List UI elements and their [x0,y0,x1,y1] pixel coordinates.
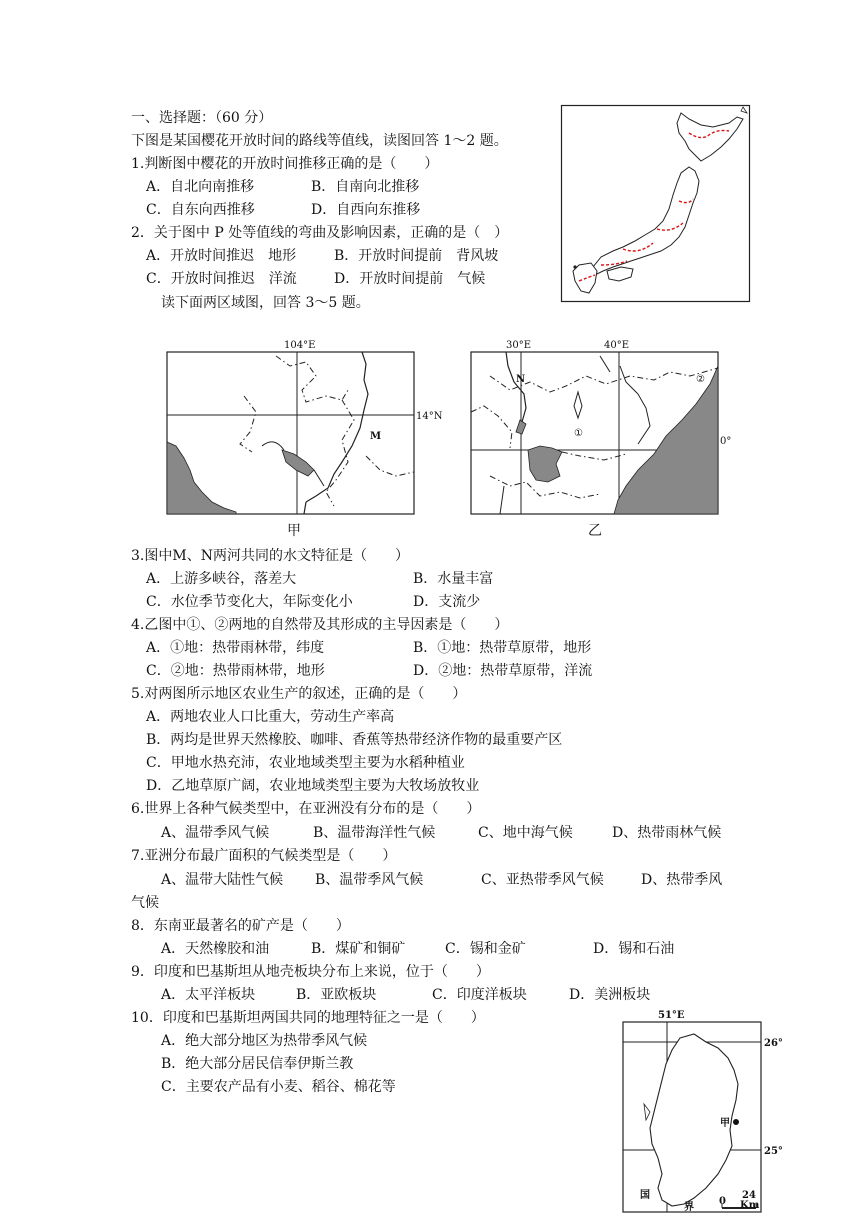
section-title: 一、选择题：（60 分） [131,110,273,126]
q10-option-b: B．绝大部分居民信奉伊斯兰教 [161,1056,354,1072]
map-jia [166,336,443,522]
q4-option-b: B．①地：热带草原带，地形 [413,640,592,656]
q6-option-a: A、温带季风气候 [161,825,270,841]
q9-option-d: D．美洲板块 [569,987,651,1003]
q8-option-d: D．锡和石油 [593,941,675,957]
q6-option-d: D、热带雨林气候 [612,825,722,841]
q6-option-c: C、地中海气候 [478,825,573,841]
qatar-border-label-2: 界 [684,1202,694,1213]
map-yi-river-label: N [516,374,526,385]
map-yi-point-2: ② [696,374,705,385]
q5-option-b: B．两均是世界天然橡胶、咖啡、香蕉等热带经济作物的最重要产区 [146,732,563,748]
q7-option-d: D、热带季风 [641,872,723,888]
qatar-lon-label: 51°E [658,1010,685,1021]
q6-option-b: B、温带海洋性气候 [313,825,436,841]
map-yi-lat-label: 0° [720,436,732,447]
q2-option-c: C．开放时间推迟 洋流 [146,271,297,287]
q4-option-c: C．②地：热带雨林带，地形 [146,663,325,679]
q5-option-d: D．乙地草原广阔，农业地域类型主要为大牧场放牧业 [146,778,480,794]
question-10-stem: 10．印度和巴基斯坦两国共同的地理特征之一是（ ） [131,1010,485,1026]
question-3-stem: 3.图中M、N两河共同的水文特征是（ ） [131,548,409,564]
qatar-lat1-label: 26° [764,1038,783,1049]
q5-option-c: C．甲地水热充沛，农业地域类型主要为水稻种植业 [146,755,465,771]
qatar-border-label-1: 国 [640,1190,650,1201]
qatar-point-label: 甲 [720,1118,730,1129]
qatar-scale-zero: 0 [719,1196,726,1207]
q7-option-b: B、温带季风气候 [315,872,424,888]
q7-option-c: C、亚热带季风气候 [481,872,604,888]
intro-text: 下图是某国樱花开放时间的路线等值线，读图回答 1～2 题。 [131,133,508,149]
q1-option-c: C．自东向西推移 [146,202,255,218]
qatar-scale-value: 24 [742,1190,756,1201]
q3-option-d: D．支流少 [413,594,481,610]
japan-sakura-map [561,105,751,303]
intro-text-2: 读下面两区域图，回答 3～5 题。 [161,295,370,311]
q3-option-a: A．上游多峡谷，落差大 [146,571,297,587]
q2-option-b: B．开放时间提前 背风坡 [334,248,499,264]
q1-option-a: A．自北向南推移 [146,179,255,195]
map-jia-lon-label: 104°E [284,340,316,351]
question-7-stem: 7.亚洲分布最广面积的气候类型是（ ） [131,848,397,864]
q10-option-a: A．绝大部分地区为热带季风气候 [161,1033,368,1049]
qatar-lat2-label: 25° [764,1146,783,1157]
point-jia-marker [733,1119,739,1125]
q8-option-b: B．煤矿和铜矿 [311,941,406,957]
map-yi-lon2-label: 40°E [604,340,630,351]
map-yi [470,336,742,522]
map-yi-point-1: ① [574,428,583,439]
map-yi-caption: 乙 [588,523,602,539]
q2-option-d: D．开放时间提前 气候 [334,271,486,287]
q4-option-a: A．①地：热带雨林带，纬度 [146,640,325,656]
q10-option-c: C．主要农产品有小麦、稻谷、棉花等 [161,1079,396,1095]
q9-option-a: A．太平洋板块 [161,987,256,1003]
map-yi-lon1-label: 30°E [506,340,532,351]
q3-option-b: B．水量丰富 [413,571,494,587]
question-4-stem: 4.乙图中①、②两地的自然带及其形成的主导因素是（ ） [131,617,509,633]
q1-option-b: B．自南向北推移 [311,179,420,195]
q7-option-d-continued: 气候 [131,895,159,911]
q8-option-a: A．天然橡胶和油 [161,941,270,957]
question-2-stem: 2．关于图中 P 处等值线的弯曲及影响因素，正确的是（ ） [131,225,509,241]
q1-option-d: D．自西向东推移 [311,202,421,218]
map-jia-lat-label: 14°N [416,411,443,422]
question-1-stem: 1.判断图中樱花的开放时间推移正确的是（ ） [131,156,439,172]
qatar-map [622,1008,792,1214]
map-jia-caption: 甲 [287,523,301,539]
question-6-stem: 6.世界上各种气候类型中，在亚洲没有分布的是（ ） [131,801,481,817]
q8-option-c: C．锡和金矿 [445,941,526,957]
qatar-scale-unit: Km [740,1200,760,1211]
map-jia-river-label: M [370,431,382,442]
q9-option-c: C．印度洋板块 [432,987,527,1003]
question-5-stem: 5.对两图所示地区农业生产的叙述，正确的是（ ） [131,686,467,702]
q3-option-c: C．水位季节变化大，年际变化小 [146,594,353,610]
question-9-stem: 9．印度和巴基斯坦从地壳板块分布上来说，位于（ ） [131,964,490,980]
question-8-stem: 8．东南亚最著名的矿产是（ ） [131,918,350,934]
q5-option-a: A．两地农业人口比重大，劳动生产率高 [146,709,395,725]
q2-option-a: A．开放时间推迟 地形 [146,248,297,264]
q7-option-a: A、温带大陆性气候 [161,872,284,888]
q9-option-b: B．亚欧板块 [296,987,377,1003]
q4-option-d: D．②地：热带草原带，洋流 [413,663,593,679]
